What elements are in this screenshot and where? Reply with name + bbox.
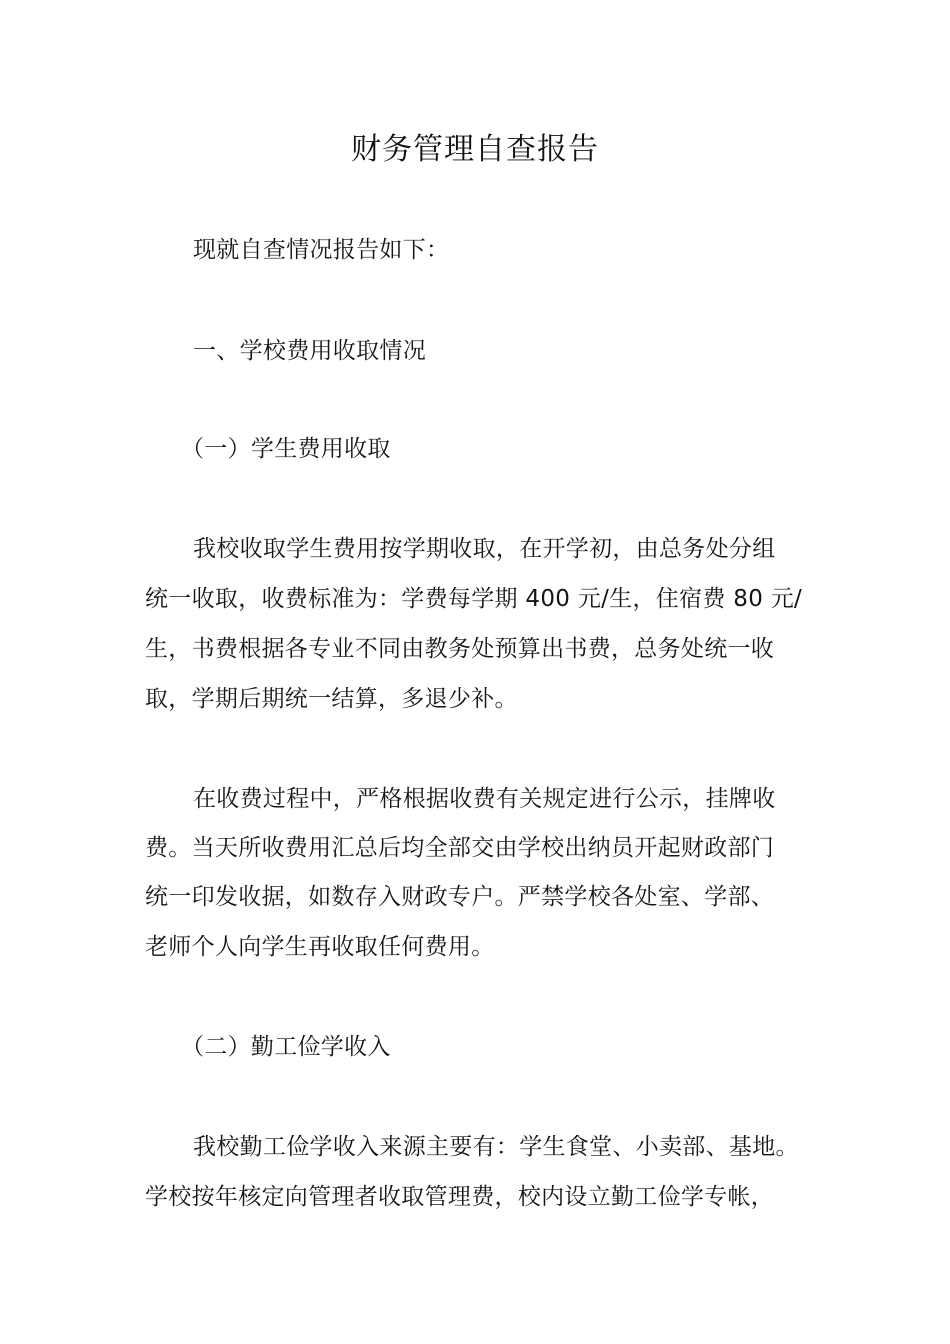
- subsection-heading-2: （二）勤工俭学收入: [181, 1034, 391, 1060]
- section-heading-1: 一、学校费用收取情况: [193, 338, 426, 364]
- paragraph-1-line-4: 取，学期后期统一结算，多退少补。: [145, 686, 518, 712]
- subsection-heading-1: （一）学生费用收取: [181, 436, 391, 462]
- paragraph-1-line-2: 统一收取，收费标准为：学费每学期 400 元/生，住宿费 80 元/: [145, 586, 803, 612]
- paragraph-1-line-1: 我校收取学生费用按学期收取，在开学初，由总务处分组: [193, 536, 776, 562]
- paragraph-1-line-3: 生，书费根据各专业不同由教务处预算出书费，总务处统一收: [145, 636, 775, 662]
- paragraph-2-line-1: 在收费过程中，严格根据收费有关规定进行公示，挂牌收: [193, 786, 776, 812]
- intro-line: 现就自查情况报告如下：: [193, 237, 450, 263]
- paragraph-3-line-2: 学校按年核定向管理者收取管理费，校内设立勤工俭学专帐，: [145, 1184, 775, 1210]
- paragraph-2-line-2: 费。当天所收费用汇总后均全部交由学校出纳员开起财政部门: [145, 835, 775, 861]
- paragraph-2-line-3: 统一印发收据，如数存入财政专户。严禁学校各处室、学部、: [145, 884, 775, 910]
- paragraph-3-line-1: 我校勤工俭学收入来源主要有：学生食堂、小卖部、基地。: [193, 1134, 799, 1160]
- document-title: 财务管理自查报告: [351, 132, 599, 167]
- paragraph-2-line-4: 老师个人向学生再收取任何费用。: [145, 934, 495, 960]
